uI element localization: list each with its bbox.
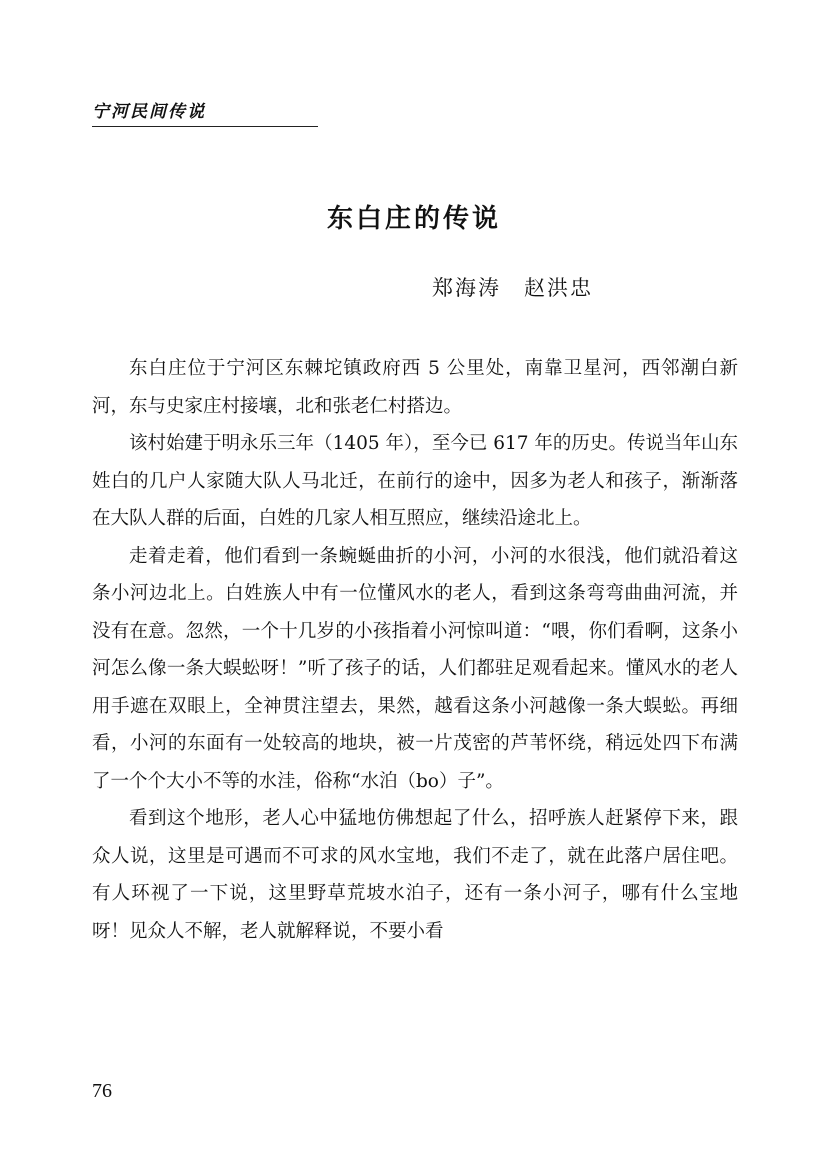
- running-header: 宁河民间传说: [92, 97, 318, 127]
- article-body: [92, 350, 738, 950]
- paragraph: 东白庄位于宁河区东棘坨镇政府西 5 公里处，南靠卫星河，西邻潮白新河，东与史家庄村接壤，北和张老仁村搭边。: [92, 358, 738, 417]
- page-number: 76: [92, 1080, 112, 1102]
- paragraph: 走着走着，他们看到一条蜿蜒曲折的小河，小河的水很浅，他们就沿着这条小河边北上。白姓族人中有一位懂风水的老人，看到这条弯弯曲曲河流，并没有在意。忽然，一个十几岁的小孩指着小河惊叫道：“喂，你们看啊，这条小河怎么像一条大蜈蚣呀！”听了孩子的话，人们都驻足观看起来。懂风水的老人用手遮在双眼上，全神贯注望去，果然，越看这条小河越像一条大蜈蚣。再细看，小河的东面有一处较高的地块，被一片茂密的芦苇怀绕，稍远处四下布满了一个个大小不等的水洼，俗称“水泊（bo）子”。: [92, 545, 738, 792]
- article-title: 东白庄的传说: [326, 204, 501, 234]
- article-authors: 郑海涛 赵洪忠: [432, 276, 593, 300]
- paragraph: 该村始建于明永乐三年（1405 年），至今已 617 年的历史。传说当年山东姓白的几户人家随大队人马北迁，在前行的途中，因多为老人和孩子，渐渐落在大队人群的后面，白姓的几家人相互照应，继续沿途北上。: [92, 433, 738, 529]
- paragraph: 看到这个地形，老人心中猛地仿佛想起了什么，招呼族人赶紧停下来，跟众人说，这里是可遇而不可求的风水宝地，我们不走了，就在此落户居住吧。有人环视了一下说，这里野草荒坡水泊子，还有一条小河子，哪有什么宝地呀！见众人不解，老人就解释说，不要小看: [92, 808, 738, 942]
